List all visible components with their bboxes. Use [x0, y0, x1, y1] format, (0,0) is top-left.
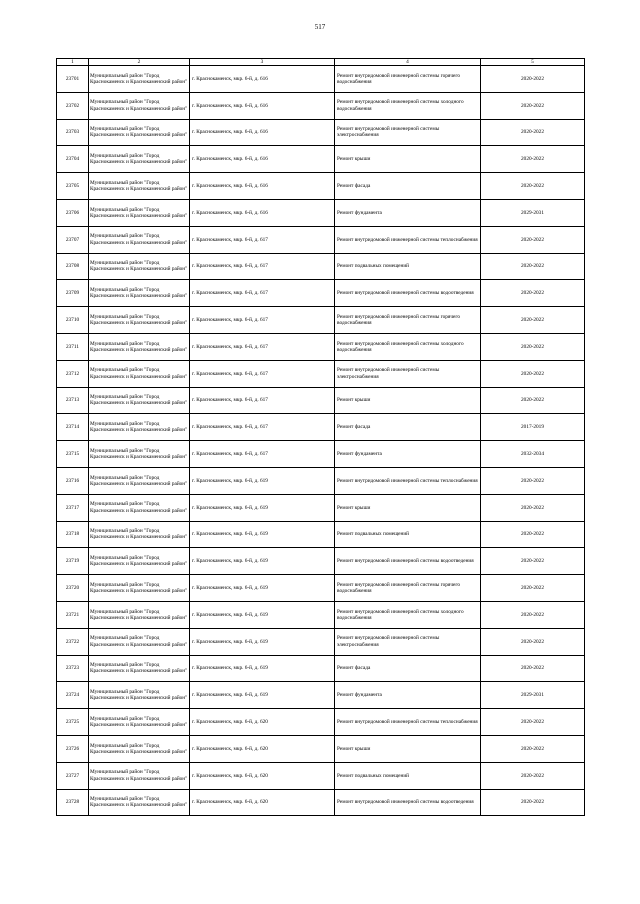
work-type-cell: Ремонт внутридомовой инженерной системы теплоснабжения [335, 467, 481, 494]
row-number-cell: 23725 [57, 709, 89, 736]
municipality-cell: Муниципальный район "Город Краснокаменск и Краснокаменский район" [89, 467, 190, 494]
municipality-cell: Муниципальный район "Город Краснокаменск и Краснокаменский район" [89, 199, 190, 226]
table-row [57, 387, 585, 414]
work-type-cell: Ремонт фасада [335, 414, 481, 441]
period-cell: 2020-2022 [481, 575, 585, 602]
period-cell: 2020-2022 [481, 253, 585, 280]
period-cell: 2020-2022 [481, 226, 585, 253]
table-row [57, 655, 585, 682]
work-type-cell: Ремонт внутридомовой инженерной системы холодного водоснабжения [335, 333, 481, 360]
municipality-cell: Муниципальный район "Город Краснокаменск и Краснокаменский район" [89, 66, 190, 93]
address-cell: г. Краснокаменск, мкр. 6-й, д. 619 [190, 494, 335, 521]
table-row [57, 280, 585, 307]
municipality-cell: Муниципальный район "Город Краснокаменск и Краснокаменский район" [89, 333, 190, 360]
municipality-cell: Муниципальный район "Город Краснокаменск и Краснокаменский район" [89, 682, 190, 709]
work-type-cell: Ремонт внутридомовой инженерной системы электроснабжения [335, 628, 481, 655]
period-cell: 2020-2022 [481, 360, 585, 387]
column-number: 4 [335, 59, 481, 66]
table-row [57, 494, 585, 521]
work-type-cell: Ремонт крыши [335, 494, 481, 521]
period-cell: 2020-2022 [481, 762, 585, 789]
period-cell: 2020-2022 [481, 735, 585, 762]
work-type-cell: Ремонт внутридомовой инженерной системы теплоснабжения [335, 226, 481, 253]
work-type-cell: Ремонт внутридомовой инженерной системы холодного водоснабжения [335, 601, 481, 628]
work-type-cell: Ремонт внутридомовой инженерной системы горячего водоснабжения [335, 307, 481, 334]
row-number-cell: 23714 [57, 414, 89, 441]
row-number-cell: 23711 [57, 333, 89, 360]
row-number-cell: 23721 [57, 601, 89, 628]
address-cell: г. Краснокаменск, мкр. 6-й, д. 617 [190, 333, 335, 360]
row-number-cell: 23705 [57, 173, 89, 200]
municipality-cell: Муниципальный район "Город Краснокаменск и Краснокаменский район" [89, 575, 190, 602]
municipality-cell: Муниципальный район "Город Краснокаменск и Краснокаменский район" [89, 789, 190, 816]
address-cell: г. Краснокаменск, мкр. 6-й, д. 619 [190, 601, 335, 628]
period-cell: 2020-2022 [481, 119, 585, 146]
municipality-cell: Муниципальный район "Город Краснокаменск и Краснокаменский район" [89, 146, 190, 173]
column-number-row [57, 59, 585, 66]
address-cell: г. Краснокаменск, мкр. 6-й, д. 617 [190, 280, 335, 307]
row-number-cell: 23723 [57, 655, 89, 682]
address-cell: г. Краснокаменск, мкр. 6-й, д. 617 [190, 226, 335, 253]
row-number-cell: 23712 [57, 360, 89, 387]
period-cell: 2020-2022 [481, 92, 585, 119]
period-cell: 2020-2022 [481, 548, 585, 575]
address-cell: г. Краснокаменск, мкр. 6-й, д. 617 [190, 441, 335, 468]
row-number-cell: 23707 [57, 226, 89, 253]
municipality-cell: Муниципальный район "Город Краснокаменск и Краснокаменский район" [89, 119, 190, 146]
row-number-cell: 23719 [57, 548, 89, 575]
address-cell: г. Краснокаменск, мкр. 6-й, д. 620 [190, 709, 335, 736]
address-cell: г. Краснокаменск, мкр. 6-й, д. 617 [190, 360, 335, 387]
work-type-cell: Ремонт крыши [335, 387, 481, 414]
table-row [57, 307, 585, 334]
address-cell: г. Краснокаменск, мкр. 6-й, д. 617 [190, 253, 335, 280]
address-cell: г. Краснокаменск, мкр. 6-й, д. 619 [190, 628, 335, 655]
table-row [57, 119, 585, 146]
row-number-cell: 23701 [57, 66, 89, 93]
address-cell: г. Краснокаменск, мкр. 6-й, д. 619 [190, 548, 335, 575]
table-row [57, 521, 585, 548]
row-number-cell: 23724 [57, 682, 89, 709]
address-cell: г. Краснокаменск, мкр. 6-й, д. 617 [190, 414, 335, 441]
address-cell: г. Краснокаменск, мкр. 6-й, д. 616 [190, 119, 335, 146]
work-type-cell: Ремонт внутридомовой инженерной системы электроснабжения [335, 119, 481, 146]
work-type-cell: Ремонт крыши [335, 735, 481, 762]
period-cell: 2020-2022 [481, 521, 585, 548]
work-type-cell: Ремонт фасада [335, 173, 481, 200]
table-row [57, 441, 585, 468]
period-cell: 2017-2019 [481, 414, 585, 441]
column-number: 5 [481, 59, 585, 66]
municipality-cell: Муниципальный район "Город Краснокаменск и Краснокаменский район" [89, 387, 190, 414]
municipality-cell: Муниципальный район "Город Краснокаменск и Краснокаменский район" [89, 441, 190, 468]
table-row [57, 92, 585, 119]
row-number-cell: 23717 [57, 494, 89, 521]
municipality-cell: Муниципальный район "Город Краснокаменск и Краснокаменский район" [89, 521, 190, 548]
period-cell: 2020-2022 [481, 655, 585, 682]
work-type-cell: Ремонт подвальных помещений [335, 762, 481, 789]
address-cell: г. Краснокаменск, мкр. 6-й, д. 619 [190, 655, 335, 682]
period-cell: 2020-2022 [481, 307, 585, 334]
repair-schedule-table [56, 58, 585, 816]
table-row [57, 360, 585, 387]
row-number-cell: 23720 [57, 575, 89, 602]
municipality-cell: Муниципальный район "Город Краснокаменск и Краснокаменский район" [89, 548, 190, 575]
row-number-cell: 23716 [57, 467, 89, 494]
period-cell: 2020-2022 [481, 333, 585, 360]
period-cell: 2032-2034 [481, 441, 585, 468]
row-number-cell: 23710 [57, 307, 89, 334]
table-row [57, 333, 585, 360]
address-cell: г. Краснокаменск, мкр. 6-й, д. 617 [190, 387, 335, 414]
row-number-cell: 23728 [57, 789, 89, 816]
municipality-cell: Муниципальный район "Город Краснокаменск и Краснокаменский район" [89, 735, 190, 762]
column-number: 3 [190, 59, 335, 66]
work-type-cell: Ремонт внутридомовой инженерной системы водоотведения [335, 548, 481, 575]
table-row [57, 628, 585, 655]
municipality-cell: Муниципальный район "Город Краснокаменск и Краснокаменский район" [89, 307, 190, 334]
period-cell: 2020-2022 [481, 601, 585, 628]
work-type-cell: Ремонт внутридомовой инженерной системы водоотведения [335, 789, 481, 816]
period-cell: 2020-2022 [481, 709, 585, 736]
work-type-cell: Ремонт фасада [335, 655, 481, 682]
municipality-cell: Муниципальный район "Город Краснокаменск и Краснокаменский район" [89, 628, 190, 655]
row-number-cell: 23708 [57, 253, 89, 280]
municipality-cell: Муниципальный район "Город Краснокаменск и Краснокаменский район" [89, 280, 190, 307]
period-cell: 2020-2022 [481, 494, 585, 521]
table-row [57, 575, 585, 602]
row-number-cell: 23713 [57, 387, 89, 414]
address-cell: г. Краснокаменск, мкр. 6-й, д. 616 [190, 199, 335, 226]
table-row [57, 226, 585, 253]
municipality-cell: Муниципальный район "Город Краснокаменск и Краснокаменский район" [89, 655, 190, 682]
row-number-cell: 23706 [57, 199, 89, 226]
table-row [57, 146, 585, 173]
row-number-cell: 23722 [57, 628, 89, 655]
municipality-cell: Муниципальный район "Город Краснокаменск и Краснокаменский район" [89, 173, 190, 200]
work-type-cell: Ремонт внутридомовой инженерной системы электроснабжения [335, 360, 481, 387]
table-row [57, 762, 585, 789]
period-cell: 2020-2022 [481, 628, 585, 655]
municipality-cell: Муниципальный район "Город Краснокаменск и Краснокаменский район" [89, 253, 190, 280]
table-row [57, 548, 585, 575]
row-number-cell: 23709 [57, 280, 89, 307]
column-number: 1 [57, 59, 89, 66]
address-cell: г. Краснокаменск, мкр. 6-й, д. 620 [190, 735, 335, 762]
table-row [57, 601, 585, 628]
table-row [57, 709, 585, 736]
period-cell: 2020-2022 [481, 387, 585, 414]
period-cell: 2020-2022 [481, 789, 585, 816]
municipality-cell: Муниципальный район "Город Краснокаменск и Краснокаменский район" [89, 360, 190, 387]
table-row [57, 66, 585, 93]
table-row [57, 199, 585, 226]
municipality-cell: Муниципальный район "Город Краснокаменск и Краснокаменский район" [89, 494, 190, 521]
table-row [57, 467, 585, 494]
address-cell: г. Краснокаменск, мкр. 6-й, д. 617 [190, 307, 335, 334]
municipality-cell: Муниципальный район "Город Краснокаменск и Краснокаменский район" [89, 762, 190, 789]
period-cell: 2020-2022 [481, 280, 585, 307]
address-cell: г. Краснокаменск, мкр. 6-й, д. 619 [190, 682, 335, 709]
address-cell: г. Краснокаменск, мкр. 6-й, д. 616 [190, 146, 335, 173]
work-type-cell: Ремонт внутридомовой инженерной системы горячего водоснабжения [335, 66, 481, 93]
row-number-cell: 23715 [57, 441, 89, 468]
page-number: 517 [314, 23, 326, 31]
address-cell: г. Краснокаменск, мкр. 6-й, д. 616 [190, 173, 335, 200]
table-row [57, 735, 585, 762]
address-cell: г. Краснокаменск, мкр. 6-й, д. 616 [190, 92, 335, 119]
column-number: 2 [89, 59, 190, 66]
address-cell: г. Краснокаменск, мкр. 6-й, д. 620 [190, 789, 335, 816]
period-cell: 2029-2031 [481, 682, 585, 709]
period-cell: 2020-2022 [481, 66, 585, 93]
municipality-cell: Муниципальный район "Город Краснокаменск и Краснокаменский район" [89, 92, 190, 119]
work-type-cell: Ремонт внутридомовой инженерной системы теплоснабжения [335, 709, 481, 736]
table-row [57, 682, 585, 709]
work-type-cell: Ремонт внутридомовой инженерной системы холодного водоснабжения [335, 92, 481, 119]
table-row [57, 414, 585, 441]
row-number-cell: 23704 [57, 146, 89, 173]
work-type-cell: Ремонт внутридомовой инженерной системы водоотведения [335, 280, 481, 307]
address-cell: г. Краснокаменск, мкр. 6-й, д. 616 [190, 66, 335, 93]
work-type-cell: Ремонт подвальных помещений [335, 253, 481, 280]
municipality-cell: Муниципальный район "Город Краснокаменск и Краснокаменский район" [89, 709, 190, 736]
address-cell: г. Краснокаменск, мкр. 6-й, д. 619 [190, 521, 335, 548]
row-number-cell: 23727 [57, 762, 89, 789]
work-type-cell: Ремонт внутридомовой инженерной системы горячего водоснабжения [335, 575, 481, 602]
period-cell: 2020-2022 [481, 146, 585, 173]
period-cell: 2020-2022 [481, 173, 585, 200]
work-type-cell: Ремонт подвальных помещений [335, 521, 481, 548]
address-cell: г. Краснокаменск, мкр. 6-й, д. 619 [190, 467, 335, 494]
work-type-cell: Ремонт фундамента [335, 199, 481, 226]
municipality-cell: Муниципальный район "Город Краснокаменск и Краснокаменский район" [89, 414, 190, 441]
work-type-cell: Ремонт крыши [335, 146, 481, 173]
row-number-cell: 23703 [57, 119, 89, 146]
period-cell: 2029-2031 [481, 199, 585, 226]
work-type-cell: Ремонт фундамента [335, 682, 481, 709]
address-cell: г. Краснокаменск, мкр. 6-й, д. 619 [190, 575, 335, 602]
municipality-cell: Муниципальный район "Город Краснокаменск и Краснокаменский район" [89, 601, 190, 628]
row-number-cell: 23702 [57, 92, 89, 119]
municipality-cell: Муниципальный район "Город Краснокаменск и Краснокаменский район" [89, 226, 190, 253]
row-number-cell: 23726 [57, 735, 89, 762]
address-cell: г. Краснокаменск, мкр. 6-й, д. 620 [190, 762, 335, 789]
work-type-cell: Ремонт фундамента [335, 441, 481, 468]
table-row [57, 173, 585, 200]
row-number-cell: 23718 [57, 521, 89, 548]
period-cell: 2020-2022 [481, 467, 585, 494]
table-row [57, 253, 585, 280]
table-row [57, 789, 585, 816]
